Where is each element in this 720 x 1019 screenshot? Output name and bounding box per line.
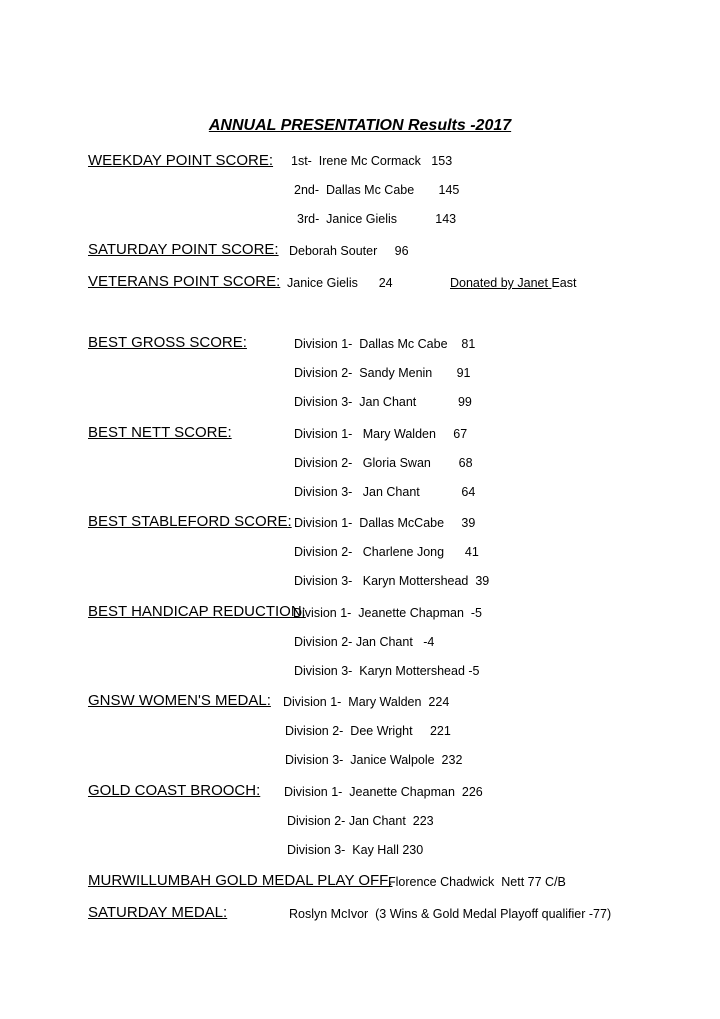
best-stableford-division-2: Division 2- Charlene Jong 41 [294,545,479,559]
gold-coast-division-1: Division 1- Jeanette Chapman 226 [284,785,483,799]
best-gross-division-2: Division 2- Sandy Menin 91 [294,366,471,380]
murwillumbah-gold-medal-heading: MURWILLUMBAH GOLD MEDAL PLAY OFF: [88,872,393,889]
gnsw-division-1: Division 1- Mary Walden 224 [283,695,450,709]
best-gross-score-heading: BEST GROSS SCORE: [88,334,247,351]
best-handicap-division-3: Division 3- Karyn Mottershead -5 [294,664,480,678]
saturday-medal-winner: Roslyn McIvor (3 Wins & Gold Medal Playoff qualifier -77) [289,907,612,921]
best-nett-score-heading: BEST NETT SCORE: [88,424,232,441]
page-title: ANNUAL PRESENTATION Results -2017 [208,117,512,134]
gnsw-womens-medal-heading: GNSW WOMEN'S MEDAL: [88,692,271,709]
best-stableford-score-heading: BEST STABLEFORD SCORE: [88,513,292,530]
best-handicap-division-1: Division 1- Jeanette Chapman -5 [293,606,482,620]
veterans-point-score-winner: Janice Gielis 24 [287,276,393,290]
best-gross-division-3: Division 3- Jan Chant 99 [294,395,472,409]
gnsw-division-3: Division 3- Janice Walpole 232 [285,753,463,767]
saturday-medal-heading: SATURDAY MEDAL: [88,904,228,921]
gold-coast-division-3: Division 3- Kay Hall 230 [287,843,424,857]
donor-surname: East [551,276,577,290]
best-stableford-division-3: Division 3- Karyn Mottershead 39 [294,574,490,588]
weekday-first: 1st- Irene Mc Cormack 153 [291,154,453,168]
best-handicap-division-2: Division 2- Jan Chant -4 [294,635,435,649]
weekday-point-score-heading: WEEKDAY POINT SCORE: [88,152,274,169]
weekday-third: 3rd- Janice Gielis 143 [297,212,457,226]
weekday-second: 2nd- Dallas Mc Cabe 145 [294,183,460,197]
murwillumbah-winner: Florence Chadwick Nett 77 C/B [388,875,566,889]
best-stableford-division-1: Division 1- Dallas McCabe 39 [294,516,476,530]
best-nett-division-1: Division 1- Mary Walden 67 [294,427,468,441]
donated-by-label: Donated by Janet [450,276,552,290]
veterans-point-score-heading: VETERANS POINT SCORE: [88,273,281,290]
best-nett-division-2: Division 2- Gloria Swan 68 [294,456,473,470]
saturday-point-score-winner: Deborah Souter 96 [289,244,409,258]
best-nett-division-3: Division 3- Jan Chant 64 [294,485,476,499]
gold-coast-division-2: Division 2- Jan Chant 223 [287,814,434,828]
veterans-donation-note [450,276,576,290]
best-gross-division-1: Division 1- Dallas Mc Cabe 81 [294,337,476,351]
gnsw-division-2: Division 2- Dee Wright 221 [285,724,451,738]
gold-coast-brooch-heading: GOLD COAST BROOCH: [88,782,261,799]
saturday-point-score-heading: SATURDAY POINT SCORE: [88,241,279,258]
best-handicap-reduction-heading: BEST HANDICAP REDUCTION: [88,603,306,620]
